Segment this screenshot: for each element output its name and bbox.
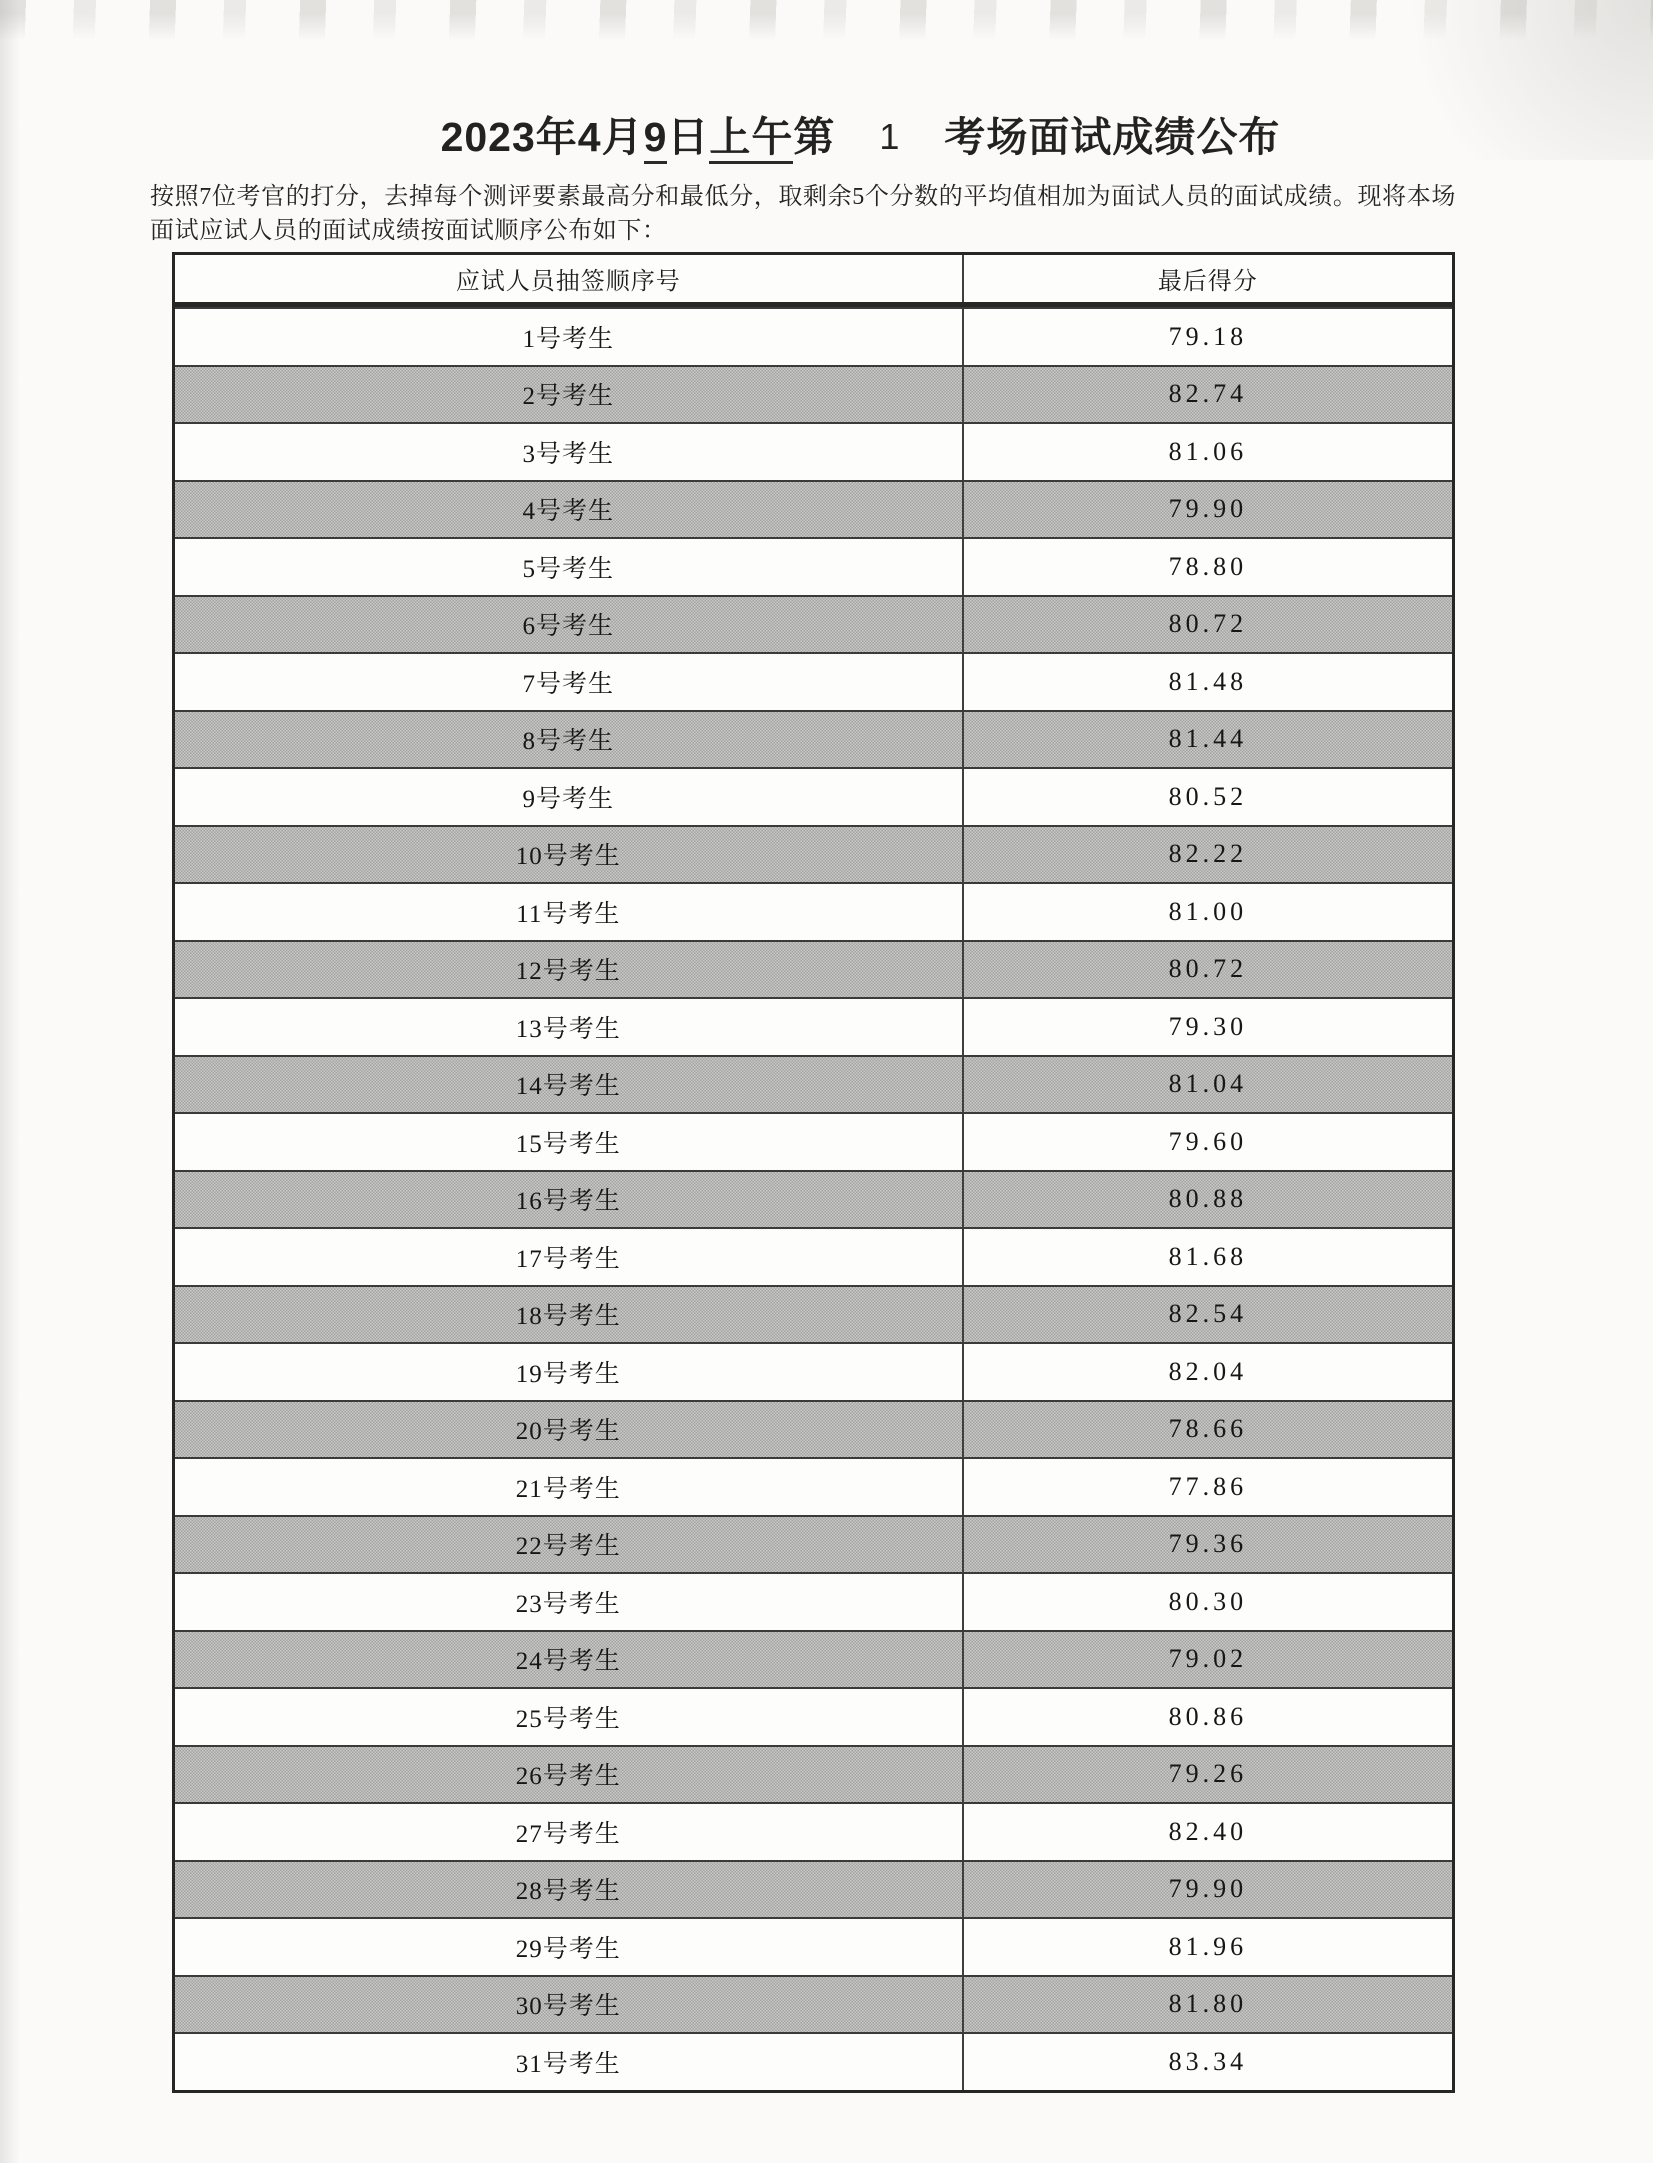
- candidate-cell: 6号考生: [522, 613, 615, 641]
- score-cell: 80.72: [962, 942, 1452, 998]
- table-row: [175, 767, 1452, 825]
- score-cell: 79.30: [962, 999, 1452, 1055]
- table-row: [175, 825, 1452, 883]
- score-cell: 81.48: [962, 654, 1452, 710]
- score-cell: 82.54: [962, 1287, 1452, 1343]
- header-candidate-column: 应试人员抽签顺序号: [455, 269, 681, 295]
- page-title: [34, 104, 1653, 163]
- title-field-label: 第: [793, 114, 836, 160]
- score-cell: 78.80: [962, 539, 1452, 595]
- table-row: [175, 1457, 1452, 1515]
- table-row: [175, 1342, 1452, 1400]
- score-cell: 81.80: [962, 1977, 1452, 2033]
- candidate-cell: 25号考生: [515, 1705, 621, 1733]
- table-row: [175, 1917, 1452, 1975]
- candidate-cell: 5号考生: [522, 555, 615, 583]
- candidate-cell: 28号考生: [515, 1878, 621, 1906]
- table-row: [175, 1802, 1452, 1860]
- candidate-cell: 10号考生: [515, 843, 621, 871]
- title-date-prefix: 2023年4月: [440, 114, 644, 160]
- candidate-cell: 29号考生: [515, 1935, 621, 1963]
- table-row: [175, 1975, 1452, 2033]
- candidate-cell: 3号考生: [522, 440, 615, 468]
- table-row: [175, 1055, 1452, 1113]
- table-row: [175, 1170, 1452, 1228]
- candidate-cell: 9号考生: [522, 785, 615, 813]
- score-cell: 79.18: [962, 309, 1452, 365]
- candidate-cell: 15号考生: [515, 1130, 621, 1158]
- candidate-cell: 26号考生: [515, 1763, 621, 1791]
- table-row: [175, 652, 1452, 710]
- score-cell: 79.02: [962, 1632, 1452, 1688]
- candidate-cell: 30号考生: [515, 1993, 621, 2021]
- table-row: [175, 1687, 1452, 1745]
- table-row: [175, 882, 1452, 940]
- candidate-cell: 4号考生: [522, 498, 615, 526]
- candidate-cell: 31号考生: [515, 2050, 621, 2078]
- score-cell: 80.72: [962, 597, 1452, 653]
- table-row: [175, 1630, 1452, 1688]
- candidate-cell: 7号考生: [522, 670, 615, 698]
- candidate-cell: 19号考生: [515, 1360, 621, 1388]
- scan-noise-top: [0, 0, 1653, 42]
- table-body: [175, 307, 1452, 2090]
- scan-shadow-left: [0, 0, 20, 2163]
- table-row: [175, 940, 1452, 998]
- candidate-cell: 11号考生: [516, 900, 621, 928]
- score-cell: 79.90: [962, 1862, 1452, 1918]
- title-date-suffix: 日: [667, 114, 710, 160]
- candidate-cell: 16号考生: [515, 1188, 621, 1216]
- table-row: [175, 1112, 1452, 1170]
- table-row: [175, 480, 1452, 538]
- header-score-column: 最后得分: [962, 255, 1452, 302]
- score-cell: 82.04: [962, 1344, 1452, 1400]
- candidate-cell: 12号考生: [515, 958, 621, 986]
- score-cell: 81.96: [962, 1919, 1452, 1975]
- score-cell: 81.06: [962, 424, 1452, 480]
- table-row: [175, 307, 1452, 365]
- score-cell: 81.00: [962, 884, 1452, 940]
- title-session: 上午: [709, 114, 793, 164]
- table-row: [175, 537, 1452, 595]
- candidate-cell: 1号考生: [522, 325, 615, 353]
- title-room-number: 1: [879, 116, 901, 157]
- table-header-row: [175, 255, 1452, 307]
- score-cell: 81.44: [962, 712, 1452, 768]
- candidate-cell: 24号考生: [515, 1648, 621, 1676]
- table-row: [175, 710, 1452, 768]
- score-table: [172, 252, 1455, 2093]
- candidate-cell: 18号考生: [515, 1303, 621, 1331]
- candidate-cell: 23号考生: [515, 1590, 621, 1618]
- title-suffix: 考场面试成绩公布: [944, 114, 1281, 160]
- score-cell: 82.22: [962, 827, 1452, 883]
- table-row: [175, 365, 1452, 423]
- candidate-cell: 17号考生: [515, 1245, 621, 1273]
- table-row: [175, 595, 1452, 653]
- candidate-cell: 21号考生: [515, 1475, 621, 1503]
- score-cell: 83.34: [962, 2034, 1452, 2090]
- score-cell: 81.04: [962, 1057, 1452, 1113]
- score-cell: 77.86: [962, 1459, 1452, 1515]
- score-cell: 81.68: [962, 1229, 1452, 1285]
- table-row: [175, 1515, 1452, 1573]
- intro-paragraph: 按照7位考官的打分，去掉每个测评要素最高分和最低分，取剩余5个分数的平均值相加为面试人员的面试成绩。现将本场面试应试人员的面试成绩按面试顺序公布如下：: [150, 184, 1456, 244]
- score-cell: 78.66: [962, 1402, 1452, 1458]
- table-row: [175, 2032, 1452, 2090]
- candidate-cell: 20号考生: [515, 1418, 621, 1446]
- table-row: [175, 997, 1452, 1055]
- score-cell: 79.60: [962, 1114, 1452, 1170]
- candidate-cell: 22号考生: [515, 1533, 621, 1561]
- table-row: [175, 1745, 1452, 1803]
- candidate-cell: 14号考生: [515, 1073, 621, 1101]
- candidate-cell: 13号考生: [515, 1015, 621, 1043]
- table-row: [175, 1400, 1452, 1458]
- score-cell: 79.90: [962, 482, 1452, 538]
- candidate-cell: 27号考生: [515, 1820, 621, 1848]
- score-cell: 79.36: [962, 1517, 1452, 1573]
- table-row: [175, 422, 1452, 480]
- score-cell: 80.30: [962, 1574, 1452, 1630]
- score-cell: 82.40: [962, 1804, 1452, 1860]
- table-row: [175, 1572, 1452, 1630]
- score-cell: 80.88: [962, 1172, 1452, 1228]
- score-cell: 82.74: [962, 367, 1452, 423]
- score-cell: 80.52: [962, 769, 1452, 825]
- table-row: [175, 1860, 1452, 1918]
- candidate-cell: 2号考生: [522, 383, 615, 411]
- table-row: [175, 1285, 1452, 1343]
- table-row: [175, 1227, 1452, 1285]
- score-cell: 80.86: [962, 1689, 1452, 1745]
- candidate-cell: 8号考生: [522, 728, 615, 756]
- score-cell: 79.26: [962, 1747, 1452, 1803]
- title-day: 9: [644, 114, 668, 164]
